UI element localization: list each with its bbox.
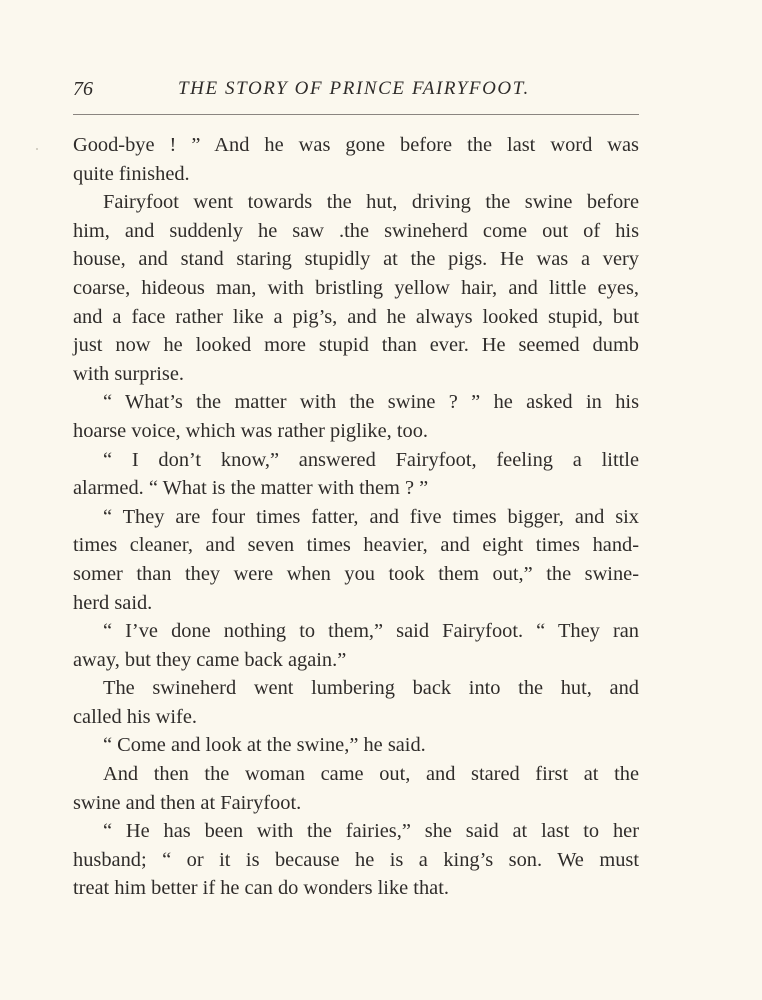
text-line: alarmed. “ What is the matter with them ? ” [73,477,429,500]
text-line: away, but they came back again.” [73,648,347,671]
text-line: somer than they were when you took them out,” the swine- [73,562,639,585]
text-line: Good-bye ! ” And he was gone before the last word was [73,134,639,156]
text-line: quite finished. [73,162,190,185]
text-line: “ I’ve done nothing to them,” said Fairyfoot. “ They ran [103,620,639,643]
text-line: and a face rather like a pig’s, and he always looked stupid, but [73,305,639,328]
body-text [73,131,639,903]
text-line: house, and stand staring stupidly at the pigs. He was a very [73,248,639,271]
text-line: hoarse voice, which was rather piglike, too. [73,419,429,442]
page-number: 76 [73,78,93,100]
text-line: Fairyfoot went towards the hut, driving the swine before [103,191,639,214]
text-line: The swineherd went lumbering back into the hut, and [103,677,639,700]
text-line: times cleaner, and seven times heavier, and eight times hand- [73,534,639,557]
text-line: just now he looked more stupid than ever. He seemed dumb [73,334,639,357]
page-header [73,78,639,104]
text-line: “ I don’t know,” answered Fairyfoot, feeling a little [103,448,639,471]
running-title: THE STORY OF PRINCE FAIRYFOOT. [178,78,530,99]
text-line: “ Come and look at the swine,” he said. [103,734,426,757]
text-line: swine and then at Fairyfoot. [73,791,302,814]
header-rule [73,114,639,115]
text-line: called his wife. [73,705,197,728]
text-line: “ What’s the matter with the swine ? ” he asked in his [103,391,639,414]
text-line: “ They are four times fatter, and five times bigger, and six [103,505,639,528]
text-line: herd said. [73,591,153,614]
text-line: husband; “ or it is because he is a king’s son. We must [73,848,639,871]
text-line: him, and suddenly he saw .the swineherd come out of his [73,219,639,242]
text-line: with surprise. [73,362,185,385]
text-line: treat him better if he can do wonders like that. [73,877,449,900]
text-line: And then the woman came out, and stared first at the [103,763,639,786]
text-line: “ He has been with the fairies,” she said at last to her [103,820,639,843]
paper-speck [36,148,38,150]
text-line: coarse, hideous man, with bristling yellow hair, and little eyes, [73,276,639,299]
